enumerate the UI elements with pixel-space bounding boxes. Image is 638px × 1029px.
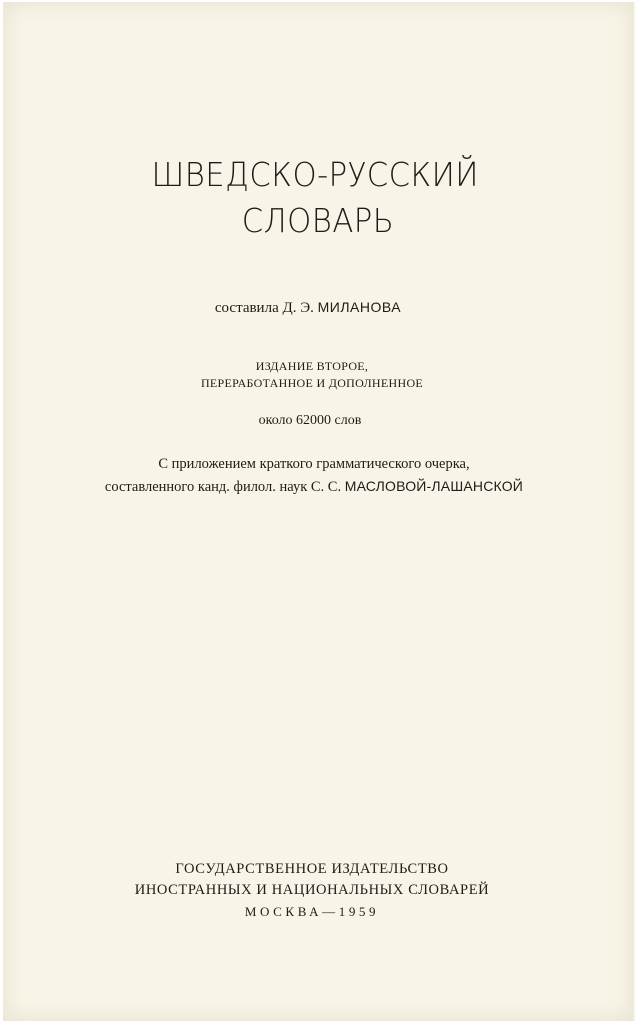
word-count-text: около 62000 слов xyxy=(258,413,362,428)
appendix-note xyxy=(0,453,629,498)
publisher-line-2: ИНОСТРАННЫХ И НАЦИОНАЛЬНЫХ СЛОВАРЕЙ xyxy=(134,882,490,898)
title-page xyxy=(3,2,633,1021)
word-count xyxy=(0,411,625,431)
appendix-author-name: МАСЛОВОЙ-ЛАШАНСКОЙ xyxy=(344,478,524,494)
author-line xyxy=(0,297,623,318)
edition-note xyxy=(0,358,627,392)
appendix-line-1: С приложением краткого грамматического очерка, xyxy=(158,456,470,472)
page-edge xyxy=(632,2,636,1021)
edition-line-1: ИЗДАНИЕ ВТОРОЕ, xyxy=(255,359,369,373)
edition-line-2: ПЕРЕРАБОТАННОЕ И ДОПОЛНЕННОЕ xyxy=(200,376,424,390)
appendix-prefix: составленного канд. филол. наук С. С. xyxy=(104,479,342,495)
publisher-imprint xyxy=(0,859,627,922)
author-credit xyxy=(0,297,623,318)
author-prefix: составила Д. Э. xyxy=(214,300,314,316)
author-name: МИЛАНОВА xyxy=(317,299,402,315)
publisher-line-1: ГОСУДАРСТВЕННОЕ ИЗДАТЕЛЬСТВО xyxy=(175,861,449,877)
book-title-line-2: СЛОВАРЬ xyxy=(241,201,395,240)
publisher-city-year: МОСКВА—1959 xyxy=(244,904,380,919)
appendix-line-2 xyxy=(0,475,629,498)
book-title xyxy=(25,152,611,244)
book-title-line-1: ШВЕДСКО-РУССКИЙ xyxy=(151,155,479,194)
